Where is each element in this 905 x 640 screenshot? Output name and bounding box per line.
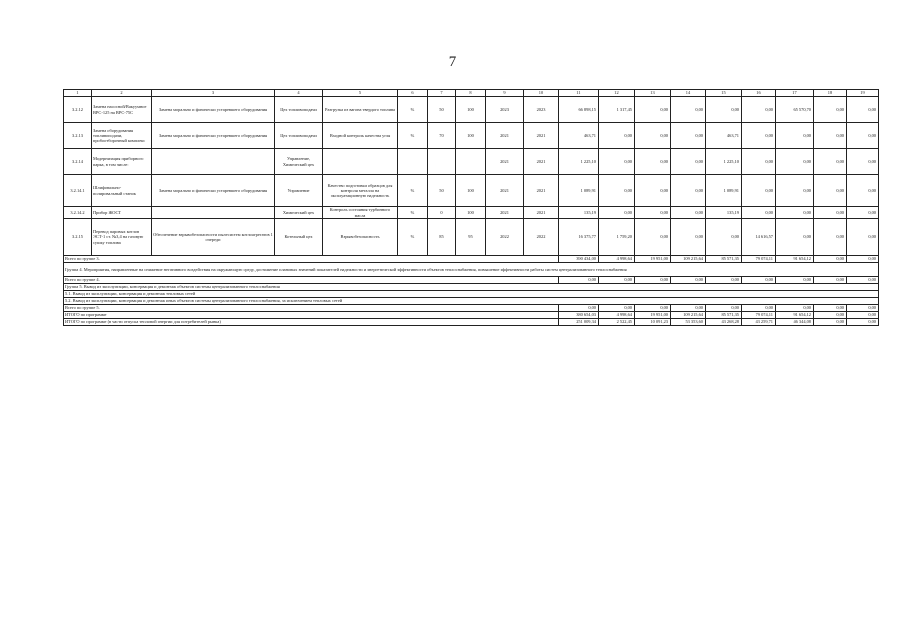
table-row <box>64 149 879 175</box>
row-reason <box>152 149 275 175</box>
row-measure: % <box>398 123 428 149</box>
row-number: 3.2.12 <box>64 97 92 123</box>
row-cell: 0,00 <box>599 207 635 219</box>
row-value-after: 100 <box>456 175 486 207</box>
row-measure: % <box>398 207 428 219</box>
row-measure <box>398 149 428 175</box>
total-cell: 0,00 <box>742 277 776 284</box>
investment-table <box>63 89 878 326</box>
row-cell: 0,00 <box>776 123 814 149</box>
total-cell: 0,00 <box>814 305 847 312</box>
row-cell: 0,00 <box>599 123 635 149</box>
table-row <box>64 123 879 149</box>
row-unit: Котельный цех <box>275 219 323 256</box>
row-cell: 0,00 <box>814 97 847 123</box>
row-cell: 16 375,77 <box>559 219 599 256</box>
total-cell: 46 344,08 <box>776 319 814 326</box>
total-cell: 0,00 <box>559 277 599 284</box>
total-cell: 79 074,11 <box>742 312 776 319</box>
row-indicator: Входной контроль качества угля <box>323 123 398 149</box>
row-cell: 0,00 <box>814 149 847 175</box>
total-cell: 43 259,71 <box>742 319 776 326</box>
row-cell: 0,00 <box>814 175 847 207</box>
row-cell: 0,00 <box>742 123 776 149</box>
row-cell: 0,00 <box>847 175 879 207</box>
page-number: 7 <box>448 54 457 70</box>
row-cell: 0,00 <box>635 149 671 175</box>
row-cell: 0,00 <box>742 175 776 207</box>
group-title: Группа 4. Мероприятия, направленные на снижение негативного воздействия на окружающую среду, достижение плановых значений показателей надежности и энергетической эффективности объектов теплоснабжения, повышение эффективности работы систем централизованного теплоснабжения <box>64 263 879 277</box>
row-reason: Замена морально и физически устаревшего оборудования <box>152 123 275 149</box>
row-cell: 0,00 <box>671 207 706 219</box>
total-cell: 109 215,64 <box>671 312 706 319</box>
row-indicator <box>323 149 398 175</box>
total-cell: 85 571,35 <box>706 312 742 319</box>
table-header-row <box>64 90 879 97</box>
row-cell: 0,00 <box>814 207 847 219</box>
row-unit: Химический цех <box>275 207 323 219</box>
total-cell: 0,00 <box>671 305 706 312</box>
total-cell: 85 571,35 <box>706 256 742 263</box>
row-cell: 135,19 <box>706 207 742 219</box>
total-cell: 0,00 <box>742 305 776 312</box>
row-cell: 0,00 <box>599 149 635 175</box>
subgroup-title-row <box>64 291 879 298</box>
row-end-year: 2021 <box>524 207 559 219</box>
row-start-year: 2021 <box>486 149 524 175</box>
program-total-part-label: ИТОГО по программе (в части отпуска тепловой энергии для потребителей рынка) <box>64 319 559 326</box>
row-cell: 0,00 <box>814 219 847 256</box>
row-cell: 0,00 <box>742 207 776 219</box>
total-cell: 91 654,12 <box>776 256 814 263</box>
row-indicator: Контроль состояния турбинного масла <box>323 207 398 219</box>
row-start-year: 2023 <box>486 97 524 123</box>
header-cell: 12 <box>599 90 635 97</box>
row-cell: 0,00 <box>814 123 847 149</box>
row-cell: 1 225,10 <box>559 149 599 175</box>
header-cell: 17 <box>776 90 814 97</box>
row-cell: 0,00 <box>671 175 706 207</box>
total-cell: 0,00 <box>635 277 671 284</box>
row-cell: 463,71 <box>559 123 599 149</box>
header-cell: 13 <box>635 90 671 97</box>
header-cell: 4 <box>275 90 323 97</box>
group-title-row <box>64 284 879 291</box>
row-unit: Управление <box>275 175 323 207</box>
group-total-label: Всего по группе 5. <box>64 305 559 312</box>
row-cell: 0,00 <box>847 207 879 219</box>
row-value-after: 95 <box>456 219 486 256</box>
row-cell: 0,00 <box>635 207 671 219</box>
row-cell: 1 089,91 <box>706 175 742 207</box>
row-name: Замена насосной/Вакуумное ВРС-125 на ВРС-75С <box>92 97 152 123</box>
total-cell: 2 522,45 <box>599 319 635 326</box>
row-start-year: 2021 <box>486 175 524 207</box>
row-value-before: 50 <box>428 97 456 123</box>
row-cell: 0,00 <box>671 149 706 175</box>
program-total-label: ИТОГО по программе <box>64 312 559 319</box>
row-cell: 0,00 <box>671 123 706 149</box>
total-cell: 0,00 <box>776 305 814 312</box>
total-cell: 0,00 <box>847 305 879 312</box>
row-value-after <box>456 149 486 175</box>
total-cell: 109 215,64 <box>671 256 706 263</box>
row-number: 3.2.15 <box>64 219 92 256</box>
header-cell: 9 <box>486 90 524 97</box>
program-total-row <box>64 312 879 319</box>
row-cell: 65 570,70 <box>776 97 814 123</box>
row-cell: 463,71 <box>706 123 742 149</box>
row-number: 3.2.14.2 <box>64 207 92 219</box>
total-cell: 251 009,34 <box>559 319 599 326</box>
total-cell: 0,00 <box>706 277 742 284</box>
total-cell: 0,00 <box>599 305 635 312</box>
subgroup-title: 5.1. Вывод из эксплуатации, консервация и демонтаж тепловых сетей <box>64 291 879 298</box>
header-cell: 5 <box>323 90 398 97</box>
row-name: Прибор ЖОСТ <box>92 207 152 219</box>
row-cell: 0,00 <box>599 175 635 207</box>
row-cell: 0,00 <box>635 219 671 256</box>
header-cell: 11 <box>559 90 599 97</box>
row-value-after: 100 <box>456 207 486 219</box>
total-cell: 0,00 <box>847 312 879 319</box>
row-cell: 0,00 <box>635 123 671 149</box>
subgroup-title: 5.2. Вывод из эксплуатации, консервация и демонтаж иных объектов системы централизованного теплоснабжения, за исключением тепловых сетей <box>64 298 879 305</box>
row-cell: 0,00 <box>671 219 706 256</box>
total-cell: 390 434,00 <box>559 256 599 263</box>
row-indicator: Взрывобезопасность <box>323 219 398 256</box>
program-total-part-row <box>64 319 879 326</box>
row-number: 3.2.14 <box>64 149 92 175</box>
group-total-row <box>64 277 879 284</box>
row-value-after: 100 <box>456 97 486 123</box>
total-cell: 91 654,12 <box>776 312 814 319</box>
group-title-row <box>64 263 879 277</box>
row-cell: 14 616,57 <box>742 219 776 256</box>
row-indicator: Разгрузка из вагона твердого топлива <box>323 97 398 123</box>
row-end-year: 2021 <box>524 123 559 149</box>
total-cell: 53 353,60 <box>671 319 706 326</box>
total-cell: 10 091,23 <box>635 319 671 326</box>
row-cell: 0,00 <box>847 219 879 256</box>
group-total-label: Всего по группе 4. <box>64 277 559 284</box>
row-cell: 0,00 <box>706 97 742 123</box>
table-row <box>64 219 879 256</box>
total-cell: 0,00 <box>671 277 706 284</box>
row-cell: 135,19 <box>559 207 599 219</box>
row-name: Замена оборудования топливоподачи, пробоотборочный комплекс <box>92 123 152 149</box>
header-cell: 8 <box>456 90 486 97</box>
subgroup-title-row <box>64 298 879 305</box>
row-cell: 0,00 <box>776 175 814 207</box>
row-measure: % <box>398 175 428 207</box>
row-cell: 1 089,91 <box>559 175 599 207</box>
group-total-label: Всего по группе 3. <box>64 256 559 263</box>
group-total-row <box>64 305 879 312</box>
row-value-before: 50 <box>428 175 456 207</box>
row-end-year: 2023 <box>524 97 559 123</box>
row-number: 3.2.14.1 <box>64 175 92 207</box>
row-start-year: 2022 <box>486 219 524 256</box>
row-reason: Замена морально и физически устаревшего оборудования <box>152 175 275 207</box>
row-cell: 0,00 <box>742 149 776 175</box>
row-cell: 0,00 <box>742 97 776 123</box>
row-end-year: 2022 <box>524 219 559 256</box>
table-row <box>64 97 879 123</box>
header-cell: 7 <box>428 90 456 97</box>
total-cell: 0,00 <box>814 277 847 284</box>
table-row <box>64 175 879 207</box>
row-measure: % <box>398 97 428 123</box>
row-reason: Обеспечение взрывобезопасности пылесистем котлоагрегатов 1 очереди <box>152 219 275 256</box>
row-name: Шлифовально-полировальный станок <box>92 175 152 207</box>
row-cell: 66 898,15 <box>559 97 599 123</box>
total-cell: 43 268,28 <box>706 319 742 326</box>
row-value-before <box>428 149 456 175</box>
total-cell: 0,00 <box>847 277 879 284</box>
row-reason: Замена морально и физически устаревшего оборудования <box>152 97 275 123</box>
row-end-year: 2021 <box>524 175 559 207</box>
row-cell: 0,00 <box>847 123 879 149</box>
total-cell: 0,00 <box>814 319 847 326</box>
total-cell: 0,00 <box>847 256 879 263</box>
row-name: Модернизация приборного парка, в том числе: <box>92 149 152 175</box>
header-cell: 1 <box>64 90 92 97</box>
total-cell: 19 951,00 <box>635 312 671 319</box>
total-cell: 0,00 <box>559 305 599 312</box>
header-cell: 15 <box>706 90 742 97</box>
header-cell: 3 <box>152 90 275 97</box>
total-cell: 19 951,00 <box>635 256 671 263</box>
row-cell: 0,00 <box>706 219 742 256</box>
table-row <box>64 207 879 219</box>
total-cell: 0,00 <box>599 277 635 284</box>
row-number: 3.2.13 <box>64 123 92 149</box>
row-cell: 0,00 <box>776 219 814 256</box>
row-cell: 0,00 <box>776 149 814 175</box>
row-unit: Цех топливоподачи <box>275 123 323 149</box>
total-cell: 0,00 <box>776 277 814 284</box>
row-unit: Цех топливоподачи <box>275 97 323 123</box>
row-start-year: 2021 <box>486 123 524 149</box>
row-measure: % <box>398 219 428 256</box>
header-cell: 19 <box>847 90 879 97</box>
total-cell: 0,00 <box>814 256 847 263</box>
group-title: Группа 5. Вывод из эксплуатации, консервация и демонтаж объектов системы централизованного теплоснабжения <box>64 284 879 291</box>
row-cell: 0,00 <box>671 97 706 123</box>
total-cell: 79 074,11 <box>742 256 776 263</box>
total-cell: 380 654,03 <box>559 312 599 319</box>
row-value-after: 100 <box>456 123 486 149</box>
header-cell: 18 <box>814 90 847 97</box>
row-unit: Управление, Химический цех <box>275 149 323 175</box>
row-value-before: 0 <box>428 207 456 219</box>
total-cell: 0,00 <box>847 319 879 326</box>
total-cell: 0,00 <box>635 305 671 312</box>
header-cell: 2 <box>92 90 152 97</box>
total-cell: 4 998,64 <box>599 256 635 263</box>
header-cell: 6 <box>398 90 428 97</box>
row-name: Перевод паровых котлов ЭСТ-1 ст. №3,4 на газовую сушку топлива <box>92 219 152 256</box>
group-total-row <box>64 256 879 263</box>
row-value-before: 85 <box>428 219 456 256</box>
row-reason <box>152 207 275 219</box>
header-cell: 14 <box>671 90 706 97</box>
header-cell: 16 <box>742 90 776 97</box>
row-cell: 0,00 <box>847 149 879 175</box>
row-cell: 0,00 <box>635 97 671 123</box>
row-start-year: 2021 <box>486 207 524 219</box>
total-cell: 0,00 <box>706 305 742 312</box>
total-cell: 0,00 <box>814 312 847 319</box>
row-value-before: 70 <box>428 123 456 149</box>
row-cell: 1 317,45 <box>599 97 635 123</box>
header-cell: 10 <box>524 90 559 97</box>
row-cell: 0,00 <box>847 97 879 123</box>
row-cell: 0,00 <box>776 207 814 219</box>
row-end-year: 2021 <box>524 149 559 175</box>
row-cell: 0,00 <box>635 175 671 207</box>
total-cell: 4 998,64 <box>599 312 635 319</box>
row-cell: 1 759,20 <box>599 219 635 256</box>
row-indicator: Качество подготовки образцов для контроля металла на эксплуатационную надежность <box>323 175 398 207</box>
row-cell: 1 225,10 <box>706 149 742 175</box>
